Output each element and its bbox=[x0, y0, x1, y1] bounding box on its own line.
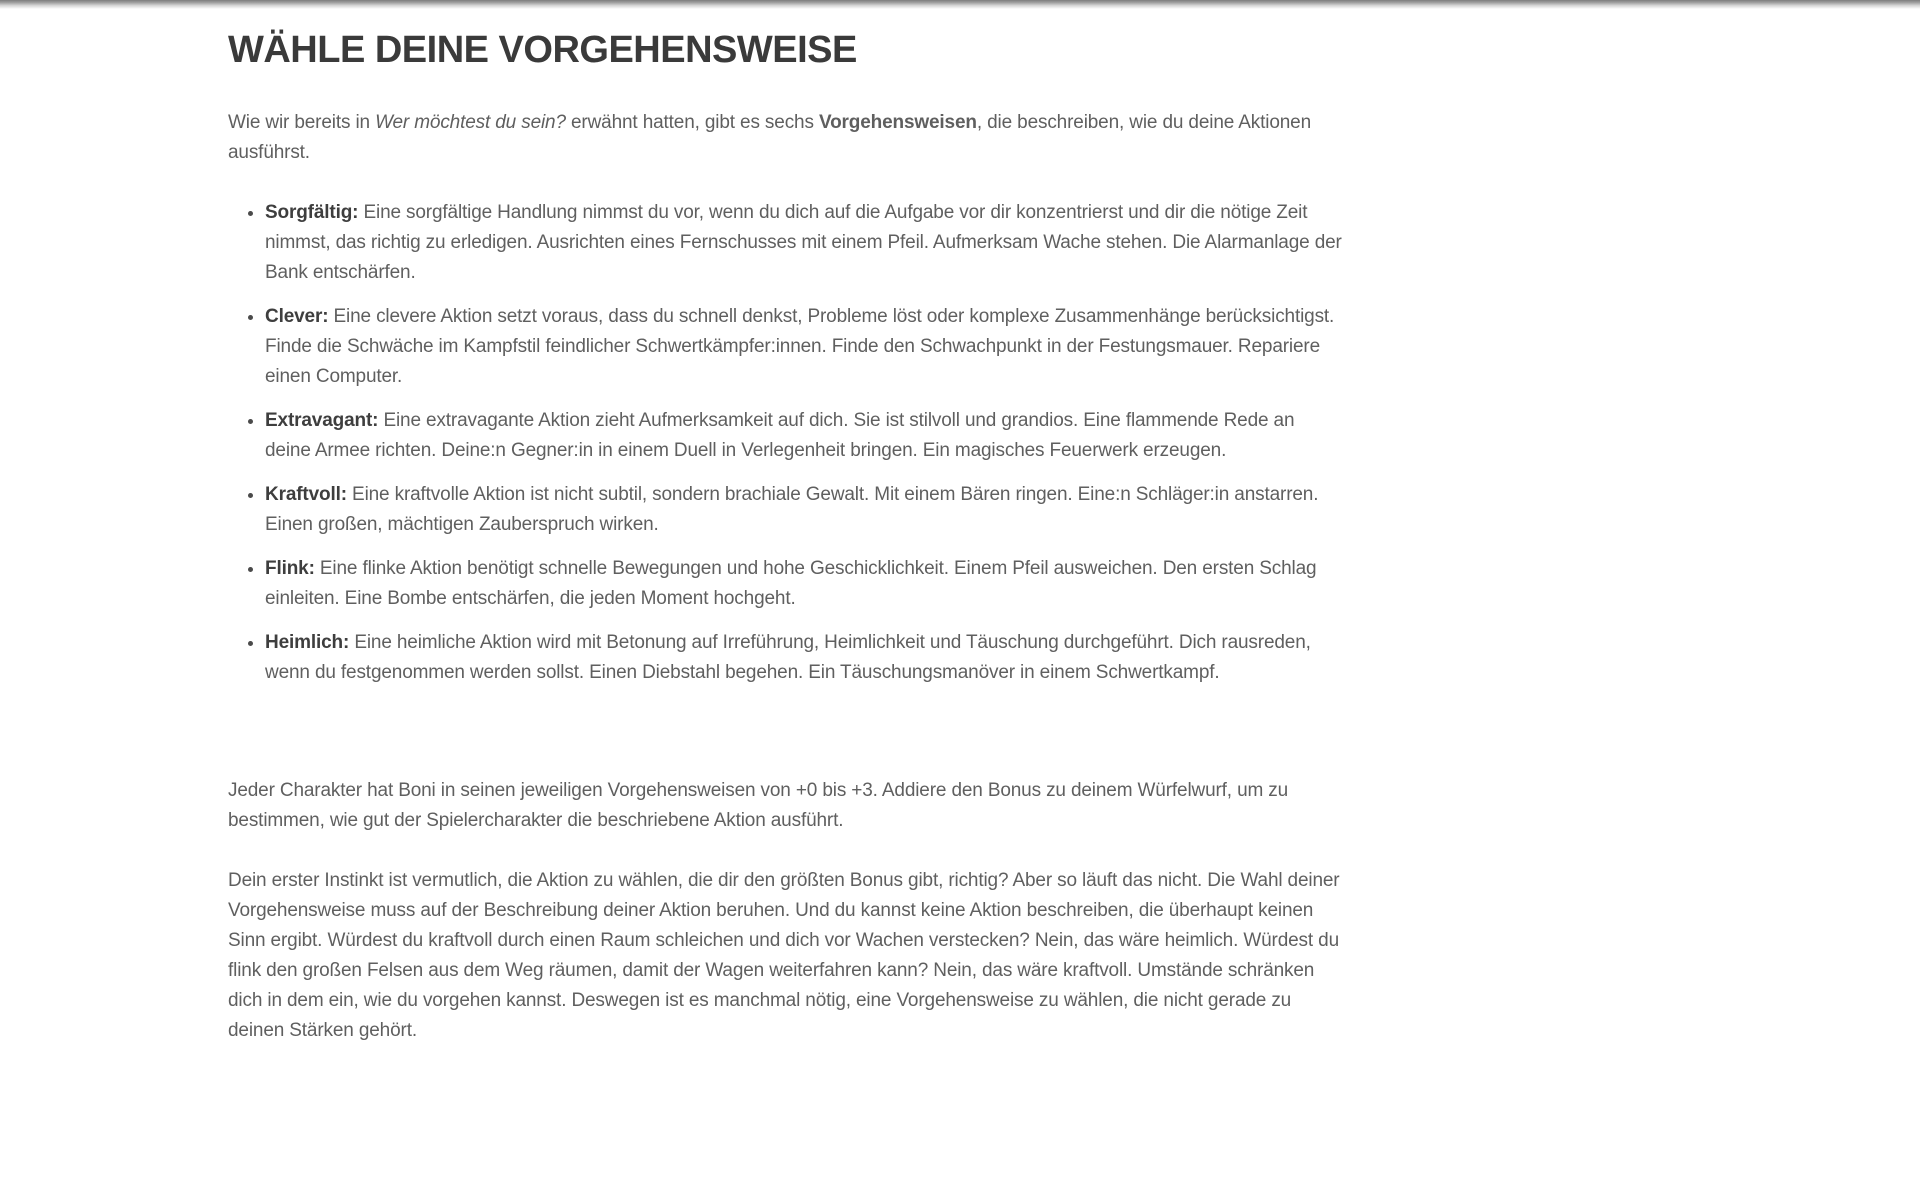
approach-term: Sorgfältig: bbox=[265, 202, 359, 223]
approach-item-extravagant bbox=[265, 406, 1343, 466]
approach-list bbox=[228, 198, 1343, 688]
approach-description: Eine kraftvolle Aktion ist nicht subtil, sondern brachiale Gewalt. Mit einem Bären ringen. Eine:n Schläger:in anstarren. Einen großen, mächtigen Zauberspruch wirken. bbox=[265, 484, 1319, 535]
page-title: WÄHLE DEINE VORGEHENSWEISE bbox=[228, 29, 857, 71]
intro-text-middle: erwähnt hatten, gibt es sechs bbox=[565, 112, 819, 133]
approach-term: Kraftvoll: bbox=[265, 484, 347, 505]
approach-item-clever bbox=[265, 302, 1343, 392]
intro-text-prefix: Wie wir bereits in bbox=[228, 112, 376, 133]
intro-text-suffix: , die beschreiben, wie du deine Aktionen ausführst. bbox=[228, 112, 1311, 163]
approach-description: Eine sorgfältige Handlung nimmst du vor, wenn du dich auf die Aufgabe vor dir konzentrierst und dir die nötige Zeit nimmst, das richtig zu erledigen. Ausrichten eines Fernschusses mit einem Pfeil. Aufmerksam Wache stehen. Die Alarmanlage der Bank entschärfen. bbox=[265, 202, 1342, 283]
approach-item-heimlich bbox=[265, 628, 1343, 688]
approach-description: Eine flinke Aktion benötigt schnelle Bewegungen und hohe Geschicklichkeit. Einem Pfeil ausweichen. Den ersten Schlag einleiten. Eine Bombe entschärfen, die jeden Moment hochgeht. bbox=[265, 558, 1317, 609]
instinct-paragraph: Dein erster Instinkt ist vermutlich, die Aktion zu wählen, die dir den größten Bonus gibt, richtig? Aber so läuft das nicht. Die Wahl deiner Vorgehensweise muss auf der Beschreibung deiner Aktion beruhen. Und du kannst keine Aktion beschreiben, die überhaupt keinen Sinn ergibt. Würdest du kraftvoll durch einen Raum schleichen und dich vor Wachen verstecken? Nein, das wäre heimlich. Würdest du flink den großen Felsen aus dem Weg räumen, damit der Wagen weiterfahren kann? Nein, das wäre kraftvoll. Umstände schränken dich in dem ein, wie du vorgehen kannst. Deswegen ist es manchmal nötig, eine Vorgehensweise zu wählen, die nicht gerade zu deinen Stärken gehört. bbox=[228, 870, 1340, 1041]
approach-term: Flink: bbox=[265, 558, 315, 579]
bonus-paragraph: Jeder Charakter hat Boni in seinen jeweiligen Vorgehensweisen von +0 bis +3. Addiere den Bonus zu deinem Würfelwurf, um zu bestimmen, wie gut der Spielercharakter die beschriebene Aktion ausführt. bbox=[228, 780, 1289, 831]
approach-item-kraftvoll bbox=[265, 480, 1343, 540]
document-content bbox=[228, 0, 1343, 1046]
approach-term: Heimlich: bbox=[265, 632, 350, 653]
intro-bold-term: Vorgehensweisen bbox=[818, 112, 977, 133]
approach-item-sorgfaeltig bbox=[265, 198, 1343, 288]
approach-item-flink bbox=[265, 554, 1343, 614]
approach-description: Eine extravagante Aktion zieht Aufmerksamkeit auf dich. Sie ist stilvoll und grandios. Eine flammende Rede an deine Armee richten. Deine:n Gegner:in in einem Duell in Verlegenheit bringen. Ein magisches Feuerwerk erzeugen. bbox=[265, 410, 1295, 461]
approach-term: Extravagant: bbox=[265, 410, 379, 431]
intro-paragraph bbox=[228, 108, 1343, 168]
approach-description: Eine heimliche Aktion wird mit Betonung auf Irreführung, Heimlichkeit und Täuschung durchgeführt. Dich rausreden, wenn du festgenommen werden sollst. Einen Diebstahl begehen. Ein Täuschungsmanöver in einem Schwertkampf. bbox=[265, 632, 1311, 683]
approach-term: Clever: bbox=[265, 306, 329, 327]
approach-description: Eine clevere Aktion setzt voraus, dass du schnell denkst, Probleme löst oder komplexe Zusammenhänge berücksichtigst. Finde die Schwäche im Kampfstil feindlicher Schwertkämpfer:innen. Finde den Schwachpunkt in der Festungsmauer. Repariere einen Computer. bbox=[265, 306, 1335, 387]
intro-italic-phrase: Wer möchtest du sein? bbox=[375, 112, 566, 133]
